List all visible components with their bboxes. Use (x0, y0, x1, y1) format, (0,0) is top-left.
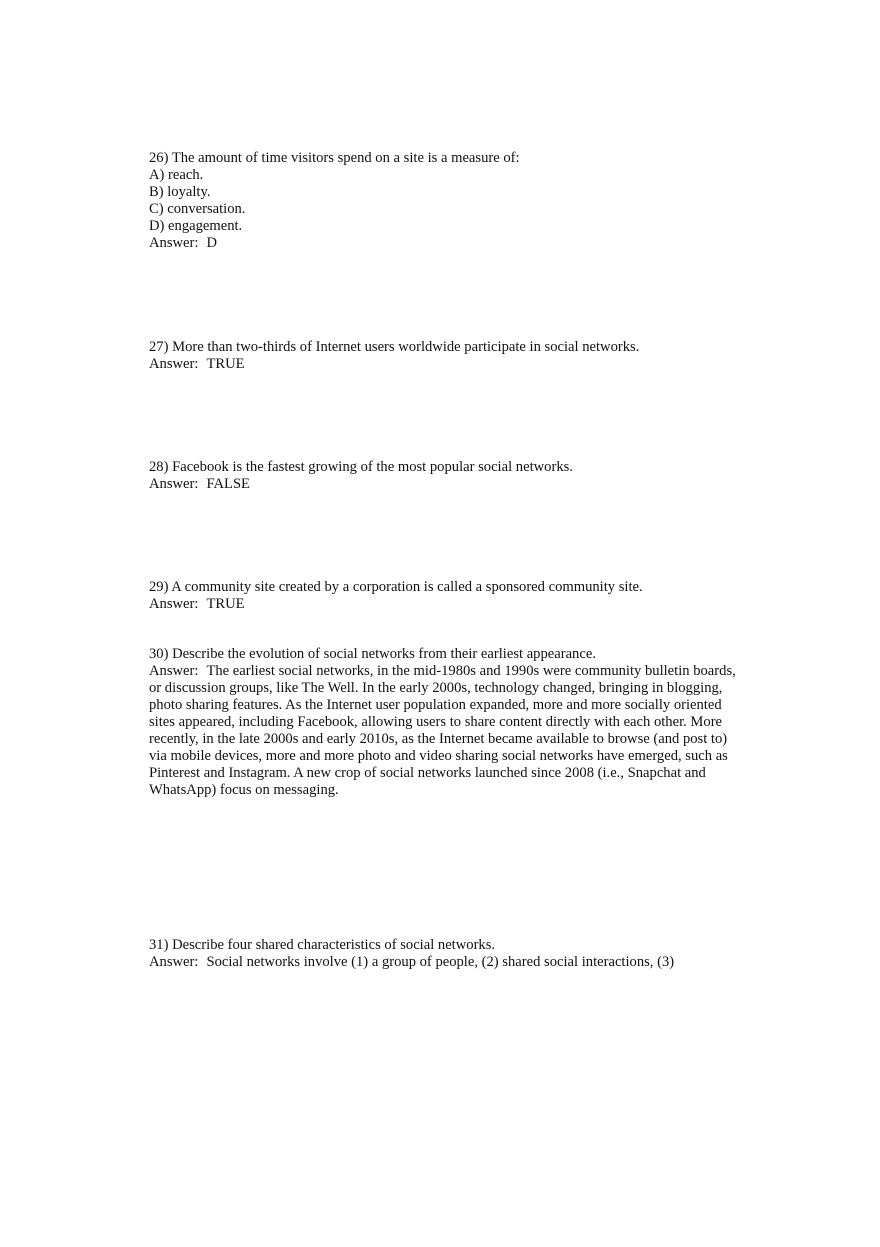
answer-value: D (206, 235, 217, 251)
answer-line (149, 476, 749, 493)
option-b: B) loyalty. (149, 184, 211, 200)
question-prompt: 29) A community site created by a corporation is called a sponsored community site. (149, 579, 643, 595)
question-prompt: 26) The amount of time visitors spend on a site is a measure of: (149, 150, 520, 166)
option-d: D) engagement. (149, 218, 243, 234)
question-30 (149, 646, 749, 799)
answer-label: Answer: (149, 596, 199, 612)
question-31 (149, 937, 749, 971)
question-29 (149, 579, 749, 613)
question-prompt: 27) More than two-thirds of Internet users worldwide participate in social networks. (149, 339, 640, 355)
answer-paragraph (149, 663, 739, 799)
option-a: A) reach. (149, 167, 204, 183)
question-26 (149, 150, 749, 252)
question-prompt: 28) Facebook is the fastest growing of the most popular social networks. (149, 459, 573, 475)
option-c: C) conversation. (149, 201, 246, 217)
answer-label: Answer: (149, 476, 199, 492)
answer-value: The earliest social networks, in the mid-1980s and 1990s were community bulletin boards, or discussion groups, like The Well. In the early 2000s, technology changed, bringing in blogging, photo sharing features. As the Internet user population expanded, more and more socially oriented sites appeared, including Facebook, allowing users to share content directly with each other. More recently, in the late 2000s and early 2010s, as the Internet became available to browse (and post to) via mobile devices, more and more photo and video sharing social networks have emerged, such as Pinterest and Instagram. A new crop of social networks launched since 2008 (i.e., Snapchat and WhatsApp) focus on messaging. (149, 663, 736, 798)
answer-label: Answer: (149, 954, 199, 970)
answer-line (149, 235, 749, 252)
answer-value: TRUE (206, 596, 245, 612)
question-27 (149, 339, 749, 373)
answer-line (149, 596, 749, 613)
question-prompt: 31) Describe four shared characteristics of social networks. (149, 937, 496, 953)
answer-value: TRUE (206, 356, 245, 372)
answer-line (149, 356, 749, 373)
question-28 (149, 459, 749, 493)
answer-value: Social networks involve (1) a group of people, (2) shared social interactions, (3) (206, 954, 675, 970)
answer-label: Answer: (149, 663, 199, 679)
answer-value: FALSE (206, 476, 250, 492)
answer-line (149, 954, 749, 971)
answer-label: Answer: (149, 235, 199, 251)
question-prompt: 30) Describe the evolution of social networks from their earliest appearance. (149, 646, 596, 662)
answer-label: Answer: (149, 356, 199, 372)
